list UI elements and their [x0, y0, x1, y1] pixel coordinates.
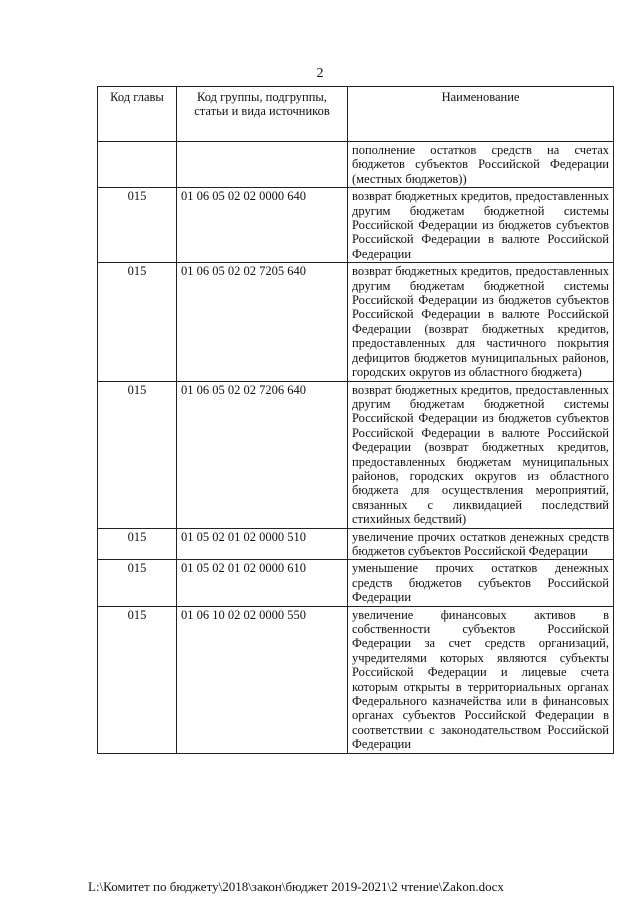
- header-name: Наименование: [348, 87, 614, 142]
- cell-chapter-code: 015: [98, 528, 177, 560]
- header-source-code: Код группы, подгруппы, статьи и вида источников: [177, 87, 348, 142]
- cell-name: возврат бюджетных кредитов, предоставленных другим бюджетам бюджетной системы Российской Федерации из бюджетов субъектов Российской Федерации в валюте Российской Федерации (возврат бюджетных кредитов, предоставленных для частичного покрытия дефицитов бюджетов муниципальных районов, городских округов из областного бюджета): [348, 263, 614, 381]
- cell-name: увеличение финансовых активов в собственности субъектов Российской Федерации за счет средств организаций, учредителями которых являются субъекты Российской Федерации и лицевые счета которым открыты в территориальных органах Федерального казначейства или в финансовых органах субъектов Российской Федерации в соответствии с законодательством Российской Федерации: [348, 606, 614, 753]
- cell-chapter-code: 015: [98, 381, 177, 528]
- cell-name: увеличение прочих остатков денежных средств бюджетов субъектов Российской Федерации: [348, 528, 614, 560]
- cell-chapter-code: 015: [98, 188, 177, 263]
- cell-chapter-code: 015: [98, 263, 177, 381]
- cell-source-code: 01 06 10 02 02 0000 550: [177, 606, 348, 753]
- cell-source-code: 01 05 02 01 02 0000 610: [177, 560, 348, 606]
- table-header-row: [98, 87, 614, 142]
- cell-name: пополнение остатков средств на счетах бюджетов субъектов Российской Федерации (местных бюджетов)): [348, 142, 614, 188]
- cell-source-code: 01 06 05 02 02 7205 640: [177, 263, 348, 381]
- table-row: [98, 606, 614, 753]
- cell-source-code: 01 06 05 02 02 7206 640: [177, 381, 348, 528]
- cell-source-code: [177, 142, 348, 188]
- cell-source-code: 01 05 02 01 02 0000 510: [177, 528, 348, 560]
- page-number: 2: [316, 66, 324, 81]
- cell-name: возврат бюджетных кредитов, предоставленных другим бюджетам бюджетной системы Российской Федерации из бюджетов субъектов Российской Федерации в валюте Российской Федерации (возврат бюджетных кредитов, предоставленных бюджетам муниципальных районов, городских округов из областного бюджета для осуществления мероприятий, связанных с ликвидацией последствий стихийных бедствий): [348, 381, 614, 528]
- table-row: [98, 188, 614, 263]
- cell-name: возврат бюджетных кредитов, предоставленных другим бюджетам бюджетной системы Российской Федерации из бюджетов субъектов Российской Федерации в валюте Российской Федерации: [348, 188, 614, 263]
- table-row: [98, 528, 614, 560]
- table-row: [98, 560, 614, 606]
- footer-file-path: L:\Комитет по бюджету\2018\закон\бюджет 2019-2021\2 чтение\Zakon.docx: [88, 879, 504, 894]
- cell-chapter-code: 015: [98, 560, 177, 606]
- cell-chapter-code: [98, 142, 177, 188]
- header-chapter-code: Код главы: [98, 87, 177, 142]
- table-row: [98, 381, 614, 528]
- cell-source-code: 01 06 05 02 02 0000 640: [177, 188, 348, 263]
- table-row: [98, 142, 614, 188]
- budget-sources-table: [97, 86, 614, 754]
- table-row: [98, 263, 614, 381]
- cell-name: уменьшение прочих остатков денежных средств бюджетов субъектов Российской Федерации: [348, 560, 614, 606]
- cell-chapter-code: 015: [98, 606, 177, 753]
